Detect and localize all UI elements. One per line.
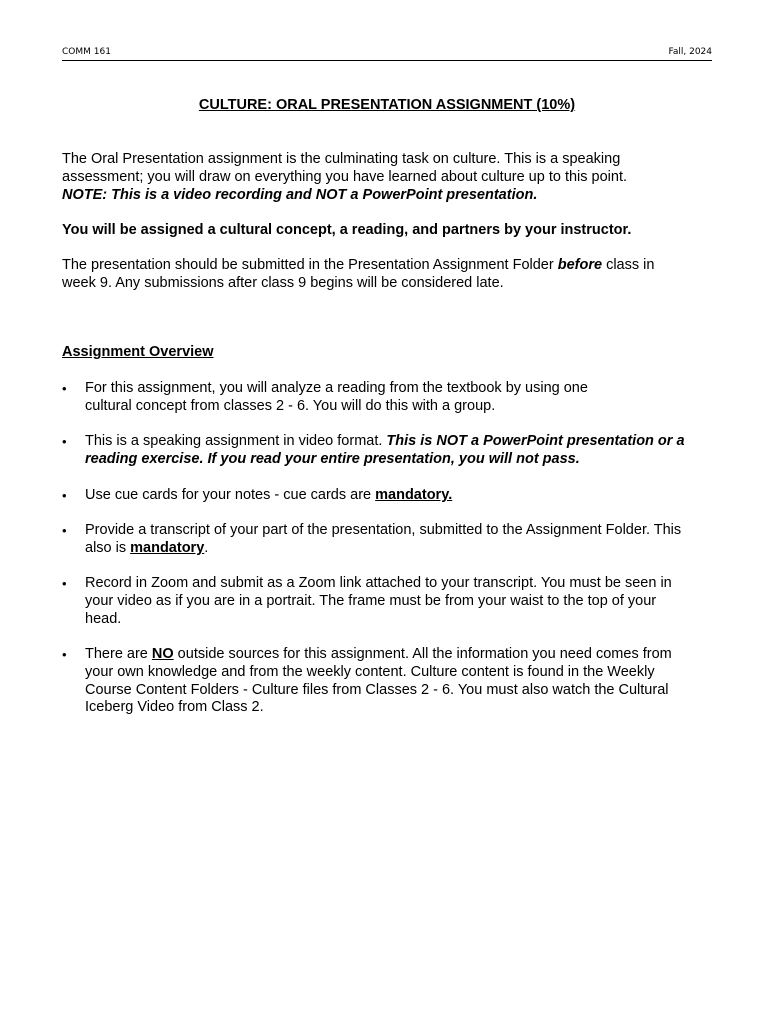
list-item-emphasis: mandatory. xyxy=(375,487,453,503)
list-item-text xyxy=(85,522,712,558)
list-item-emphasis: mandatory xyxy=(130,539,205,556)
intro-line-2: assessment; you will draw on everything you have learned about culture up to this point. xyxy=(62,168,628,185)
list-item-plain: outside sources for this assignment. All the information you need comes from xyxy=(173,646,672,662)
submission-text-end: class in xyxy=(602,257,655,273)
intro-note: NOTE: This is a video recording and NOT a PowerPoint presentation. xyxy=(62,186,538,203)
submission-line-1 xyxy=(62,257,712,275)
list-item-line: Provide a transcript of your part of the presentation, submitted to the Assignment Folder. This xyxy=(85,522,682,538)
list-item-emphasis: This is NOT a PowerPoint presentation or a xyxy=(386,433,685,449)
list-item-plain: This is a speaking assignment in video format. xyxy=(85,433,387,449)
bullet-icon: • xyxy=(62,576,67,591)
term-label: Fall, 2024 xyxy=(668,47,712,57)
bullet-icon: • xyxy=(62,647,67,662)
list-item-plain: There are xyxy=(85,646,152,662)
list-item-line xyxy=(85,646,712,664)
list-item-line: your own knowledge and from the weekly content. Culture content is found in the Weekly xyxy=(85,663,655,680)
list-item-text xyxy=(85,487,712,505)
document-title: CULTURE: ORAL PRESENTATION ASSIGNMENT (10%) xyxy=(198,97,576,113)
list-item-plain: . xyxy=(204,539,209,556)
bullet-icon: • xyxy=(62,523,67,538)
list-item-line: your video as if you are in a portrait. The frame must be from your waist to the top of your xyxy=(85,592,657,609)
bullet-icon: • xyxy=(62,381,67,396)
overview-heading: Assignment Overview xyxy=(62,344,214,360)
submission-emphasis: before xyxy=(557,257,603,273)
list-item-text xyxy=(85,646,712,717)
list-item-line xyxy=(85,487,712,505)
list-item-text xyxy=(85,433,712,469)
bullet-icon: • xyxy=(62,434,67,449)
list-item-line: Iceberg Video from Class 2. xyxy=(85,699,264,716)
submission-line-2: week 9. Any submissions after class 9 begins will be considered late. xyxy=(62,274,504,291)
list-item-plain: also is xyxy=(85,539,131,556)
bullet-icon: • xyxy=(62,488,67,503)
list-item-line xyxy=(85,433,712,451)
course-code: COMM 161 xyxy=(62,47,111,57)
submission-text: The presentation should be submitted in the Presentation Assignment Folder xyxy=(62,257,558,273)
list-item-emphasis: NO xyxy=(151,646,174,662)
intro-line-1: The Oral Presentation assignment is the culminating task on culture. This is a speaking xyxy=(62,151,621,167)
list-item-line xyxy=(85,540,712,558)
list-item-line: head. xyxy=(85,610,122,627)
list-item-text xyxy=(85,380,712,416)
list-item-line: Record in Zoom and submit as a Zoom link attached to your transcript. You must be seen in xyxy=(85,575,672,591)
intro-paragraph xyxy=(62,151,712,204)
list-item-emphasis: reading exercise. If you read your entire presentation, you will not pass. xyxy=(85,450,580,467)
list-item-line: For this assignment, you will analyze a reading from the textbook by using one xyxy=(85,380,588,396)
page-header xyxy=(62,46,712,61)
list-item-plain: Use cue cards for your notes - cue cards are xyxy=(85,487,376,503)
submission-paragraph xyxy=(62,257,712,293)
assignment-notice: You will be assigned a cultural concept, a reading, and partners by your instructor. xyxy=(62,222,632,238)
list-item-text xyxy=(85,575,712,628)
list-item-line: Course Content Folders - Culture files from Classes 2 - 6. You must also watch the Cultural xyxy=(85,681,669,698)
list-item-line: cultural concept from classes 2 - 6. You will do this with a group. xyxy=(85,397,496,414)
